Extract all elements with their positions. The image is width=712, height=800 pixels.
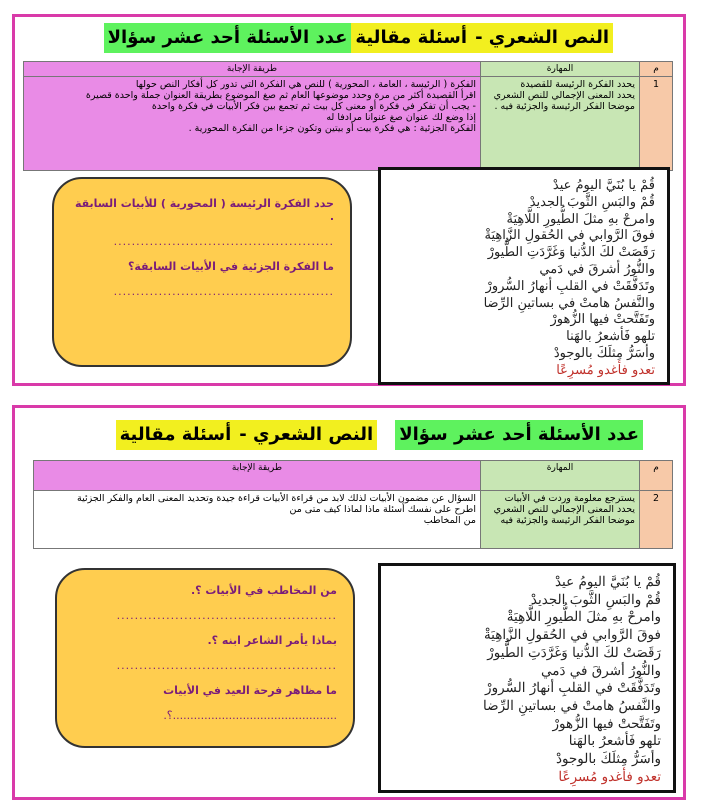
poem-line: والنَّفسُ هامتْ في بساتينِ الرِّضا <box>483 697 661 714</box>
poem-line: فوقَ الرَّوابي في الحُقولِ الزَّاهِيَةْ <box>484 228 655 244</box>
table-row <box>24 77 673 171</box>
card1-questions-box <box>52 177 352 367</box>
answer-cell: الفكرة ( الرئيسة ، العامة ، المحورية ) للنص هي الفكرة التي تدور كل أفكار النص حولها اقرأ القصيدة أكثر من مرة وحدد موضوعها العام ثم صغ الموضوع بطريقة العنوان جملة واحدة قصيرة - يجب أن تفكر في فكرة أو معنى كل بيت ثم تجمع بين فكر الأبيات في فكرة واحدة إذا وضع لك عنوان صغ عنوانا مرادفا له الفكرة الجزئية : هي فكرة بيت أو بيتين وتكون جزءا من الفكرة المحورية . <box>24 77 481 171</box>
answer-line-1[interactable]: ................................................. <box>116 609 337 622</box>
question-2: بماذا يأمر الشاعر ابنه ؟. <box>207 634 337 647</box>
poem-line: تعدو فأغدو مُسرِعًا <box>556 362 655 378</box>
poem-line: وامرحْ بهِ مثلَ الطُّيورِ اللَّاهِيَةْ <box>506 609 661 626</box>
card1-skill-table <box>23 61 673 171</box>
header-skill: المهارة <box>481 461 640 491</box>
skill-cell: يحدد الفكرة الرئيسة للقصيدة يحدد المعنى الإجمالي للنص الشعري موضحا الفكر الرئيسة والجزئية فيه . <box>481 77 640 171</box>
header-skill: المهارة <box>481 62 640 77</box>
poem-line: وامرحْ بهِ مثلَ الطُّيورِ اللَّاهِيَةْ <box>506 211 655 227</box>
poem-line: رَقَصَتْ لكَ الدُّنيا وَغَرَّدَتِ الطُّيورْ <box>487 245 655 261</box>
poem-line: رَقَصَتْ لكَ الدُّنيا وَغَرَّدَتِ الطُّيورْ <box>487 644 661 661</box>
question-2: ما الفكرة الجزئية في الأبيات السابقة؟ <box>127 260 334 273</box>
poem-box-1 <box>378 167 670 385</box>
answer-line-2[interactable]: ................................................. <box>113 285 334 298</box>
card2-questions-box <box>55 568 355 748</box>
row-number: 2 <box>640 491 673 549</box>
header-answer: طريقة الإجابة <box>34 461 481 491</box>
table-row <box>34 491 673 549</box>
header-m: م <box>640 461 673 491</box>
question-1: حدد الفكرة الرئيسة ( المحورية ) للأبيات السابقة . <box>74 197 334 223</box>
poem-line: وتَدَفَّقَتْ في القلبِ أنهارُ السُّرورْ <box>485 278 655 294</box>
poem-line: تعدو فأغدو مُسرِعًا <box>558 768 661 785</box>
answer-line-3[interactable]: ...............................................؟. <box>163 709 337 722</box>
card2-title <box>116 420 643 450</box>
question-3: ما مظاهر فرحة العيد في الأبيات <box>163 684 337 697</box>
skill-cell: يسترجع معلومة وردت في الأبيات يحدد المعنى الإجمالي للنص الشعري موضحا الفكر الرئيسة والجزئية فيه <box>481 491 640 549</box>
row-number: 1 <box>640 77 673 171</box>
poem-line: وتَفَتَّحتْ فيها الزُّهورْ <box>550 312 655 328</box>
poem-line: وأسَرُّ مِثلَكَ بالوجودْ <box>555 751 661 768</box>
worksheet-card-2 <box>12 405 686 800</box>
worksheet-card-1 <box>12 14 686 386</box>
card1-title-part3: عدد الأسئلة أحد عشر سؤالا <box>104 23 352 53</box>
poem-line: قُمْ يا بُنَيَّ اليومُ عيدْ <box>552 178 655 193</box>
card2-skill-table <box>33 460 673 549</box>
answer-line-1[interactable]: ................................................. <box>113 235 334 248</box>
poem-line: قُمْ والبَسِ الثَّوبَ الجديدْ <box>529 194 655 210</box>
poem-line: فوقَ الرَّوابي في الحُقولِ الزَّاهِيَةْ <box>483 627 661 644</box>
poem-line: قُمْ والبَسِ الثَّوبَ الجديدْ <box>530 591 661 608</box>
question-1: من المخاطب في الأبيات ؟. <box>190 584 337 597</box>
poem-line: وأسَرُّ مِثلَكَ بالوجودْ <box>553 345 655 361</box>
poem-line: والنُّورُ أشرقَ في دَمي <box>539 261 655 277</box>
card1-title <box>104 23 613 53</box>
poem-line: تلهو فَأشعرُ بالهَنا <box>568 733 661 750</box>
card1-title-part1: النص الشعري - <box>471 23 613 53</box>
poem-line: وتَدَفَّقَتْ في القلبِ أنهارُ السُّرورْ <box>485 680 661 697</box>
card2-title-part3: أسئلة مقالية <box>116 420 236 450</box>
poem-line: قُمْ يا بُنَيَّ اليومُ عيدْ <box>554 574 661 590</box>
card2-title-part1: عدد الأسئلة أحد عشر سؤالا <box>395 420 643 450</box>
answer-line-2[interactable]: ................................................. <box>116 659 337 672</box>
poem-line: والنَّفسُ هامتْ في بساتينِ الرِّضا <box>483 295 655 311</box>
poem-line: والنُّورُ أشرقَ في دَمي <box>540 662 661 679</box>
poem-box-2 <box>378 563 676 793</box>
header-m: م <box>640 62 673 77</box>
card1-title-part2: أسئلة مقالية <box>351 23 471 53</box>
card2-title-part2: النص الشعري - <box>235 420 377 450</box>
answer-cell: السؤال عن مضمون الأبيات لذلك لابد من قراءة الأبيات قراءة جيدة وتحديد المعنى العام والفكر الجزئية اطرح على نفسك أسئلة ماذا لماذا كيف متى من من المخاطب <box>34 491 481 549</box>
poem-line: وتَفَتَّحتْ فيها الزُّهورْ <box>552 715 661 732</box>
poem-line: تلهو فَأشعرُ بالهَنا <box>566 329 655 345</box>
header-answer: طريقة الإجابة <box>24 62 481 77</box>
